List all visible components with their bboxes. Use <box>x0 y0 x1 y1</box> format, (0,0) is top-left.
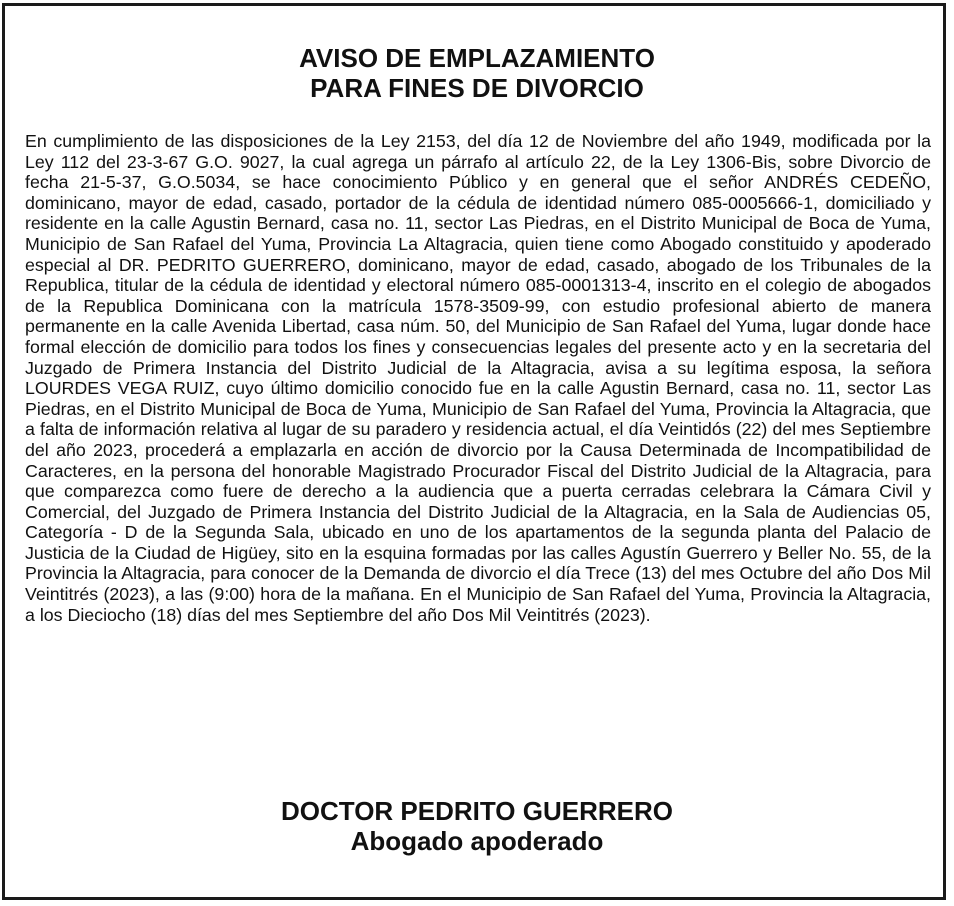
notice-frame <box>2 3 946 900</box>
signature-role: Abogado apoderado <box>350 826 604 856</box>
notice-title <box>5 43 949 103</box>
notice-title-line-1: AVISO DE EMPLAZAMIENTO <box>299 43 655 73</box>
notice-title-line-2: PARA FINES DE DIVORCIO <box>310 73 644 103</box>
signature-name: DOCTOR PEDRITO GUERRERO <box>281 796 673 826</box>
notice-body: En cumplimiento de las disposiciones de la Ley 2153, del día 12 de Noviembre del año 1949, modificada por la Ley 112 del 23-3-67 G.O. 9027, la cual agrega un párrafo al artículo 22, de la Ley 1306-Bis, sobre Divorcio de fecha 21-5-37, G.O.5034, se hace conocimiento Público y en general que el señor ANDRÉS CEDEÑO, dominicano, mayor de edad, casado, portador de la cédula de identidad número 085-0005666-1, domiciliado y residente en la calle Agustin Bernard, casa no. 11, sector Las Piedras, en el Distrito Municipal de Boca de Yuma, Municipio de San Rafael del Yuma, Provincia La Altagracia, quien tiene como Abogado constituido y apoderado especial al DR. PEDRITO GUERRERO, dominicano, mayor de edad, casado, abogado de los Tribunales de la Republica, titular de la cédula de identidad y electoral número 085-0001313-4, inscrito en el colegio de abogados de la Republica Dominicana con la matrícula 1578-3509-99, con estudio profesional abierto de manera permanente en la calle Avenida Libertad, casa núm. 50, del Municipio de San Rafael del Yuma, lugar donde hace formal elección de domicilio para todos los fines y consecuencias legales del presente acto y en la secretaria del Juzgado de Primera Instancia del Distrito Judicial de la Altagracia, avisa a su legítima esposa, la señora LOURDES VEGA RUIZ, cuyo último domicilio conocido fue en la calle Agustin Bernard, casa no. 11, sector Las Piedras, en el Distrito Municipal de Boca de Yuma, Municipio de San Rafael del Yuma, Provincia la Altagracia, que a falta de información relativa al lugar de su paradero y residencia actual, el día Veintidós (22) del mes Septiembre del año 2023, procederá a emplazarla en acción de divorcio por la Causa Determinada de Incompatibilidad de Caracteres, en la persona del honorable Magistrado Procurador Fiscal del Distrito Judicial de la Altagracia, para que comparezca como fuere de derecho a la audiencia que a puerta cerradas celebrara la Cámara Civil y Comercial, del Juzgado de Primera Instancia del Distrito Judicial de la Altagracia, en la Sala de Audiencias 05, Categoría - D de la Segunda Sala, ubicado en uno de los apartamentos de la segunda planta del Palacio de Justicia de la Ciudad de Higüey, sito en la esquina formadas por las calles Agustín Guerrero y Beller No. 55, de la Provincia la Altagracia, para conocer de la Demanda de divorcio el día Trece (13) del mes Octubre del año Dos Mil Veintitrés (2023), a las (9:00) hora de la mañana. En el Municipio de San Rafael del Yuma, Provincia la Altagracia, a los Dieciocho (18) días del mes Septiembre del año Dos Mil Veintitrés (2023). <box>25 131 931 625</box>
notice-signature <box>5 796 949 856</box>
